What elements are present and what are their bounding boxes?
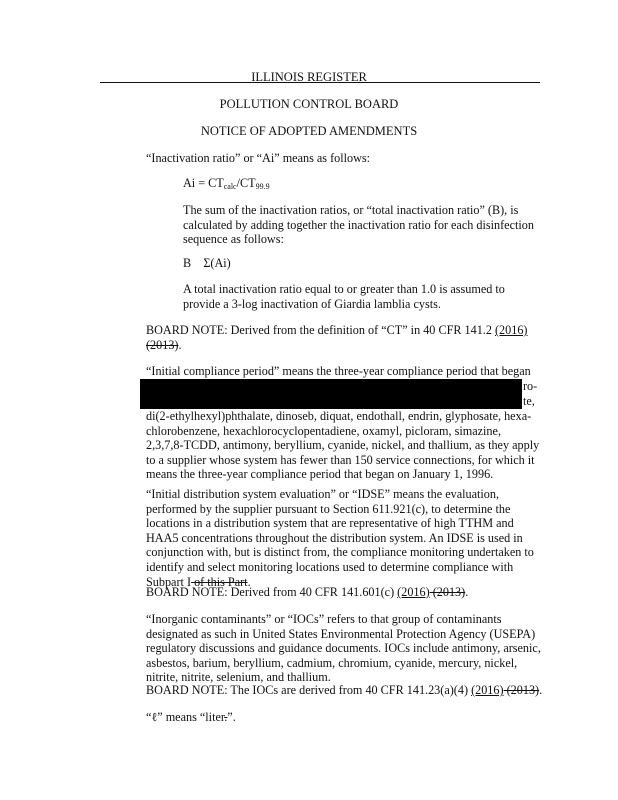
inactivation-ratio-definition: “Inactivation ratio” or “Ai” means as follows: [146,151,371,165]
board-note-2-text: BOARD NOTE: Derived from 40 CFR 141.601(c) [146,585,398,599]
liter-definition [146,710,446,725]
sum-paragraph: The sum of the inactivation ratios, or “total inactivation ratio” (B), is calculated by adding together the inactivation ratio for each disinfection sequence as follows: [183,203,534,247]
formula-sub-999: 99.9 [255,182,270,191]
initial-compliance-line1: “Initial compliance period” means the three-year compliance period that began [146,364,531,378]
liter-deleted: . [224,710,228,724]
board-note-2-insert: (2016) [397,585,430,599]
ioc-paragraph: “Inorganic contaminants” or “IOCs” refers to that group of contaminants designated as such in United States Environmental Protection Agency (USEPA) regulatory discussions and guidance documents. IOCs include antimony, arsenic, asbestos, barium, beryllium, cadmium, chromium, cyanide, mercury, nickel, nitrite, nitrite, selenium, and thallium. [146,612,541,685]
liter-text: “ℓ” means “liter [146,710,225,724]
formula-ai [183,176,383,195]
idse-deleted: of this Part [191,574,248,589]
board-note-3-insert: (2016) [471,683,504,697]
board-note-1-end: . [178,337,182,352]
board-note-2-end: . [465,585,469,599]
formula-ai-text: Ai = CT [183,176,224,190]
redaction-block [140,379,522,409]
initial-compliance-fragment-1: ro- [523,379,538,393]
initial-compliance-fragment-2: te, [523,394,535,408]
header-rule [100,82,540,83]
board-note-1-delete: (2013) [146,337,179,352]
liter-end: ”. [227,710,236,724]
register-title: ILLINOIS REGISTER [251,70,367,84]
idse-text: “Initial distribution system evaluation” or “IDSE” means the evaluation, performed by the supplier pursuant to Section 611.921(c), to determine the locations in a distribution system that are representative of high TTHM and HAA5 concentrations throughout the distribution system. An IDSE is used in conjunction with, but is distinct from, the compliance monitoring undertaken to identify and select monitoring locations used to determine compliance with Subpart I [146,487,534,589]
board-note-3-text: BOARD NOTE: The IOCs are derived from 40 CFR 141.23(a)(4) [146,683,472,697]
board-note-3-delete: (2013) [503,683,540,697]
board-note-3-end: . [539,683,543,697]
board-note-2 [146,585,546,600]
formula-mid: /CT [236,176,256,190]
formula-sub-calc: calc [223,182,237,191]
board-note-1 [146,323,541,352]
idse-end: . [247,574,251,589]
total-ratio-paragraph: A total inactivation ratio equal to or greater than 1.0 is assumed to provide a 3-log inactivation of Giardia lamblia cysts. [183,282,505,311]
board-note-1-insert: (2016) [495,323,528,337]
board-note-1-text: BOARD NOTE: Derived from the definition of “CT” in 40 CFR 141.2 [146,323,495,337]
board-note-2-delete: (2013) [429,585,466,599]
idse-paragraph [146,487,541,589]
notice-title: NOTICE OF ADOPTED AMENDMENTS [200,124,418,138]
board-title: POLLUTION CONTROL BOARD [219,97,399,111]
formula-b: B Σ(Ai) [183,256,231,270]
initial-compliance-rest: di(2-ethylhexyl)phthalate, dinoseb, diquat, endothall, endrin, glyphosate, hexa-chlorobenzene, hexachlorocyclopentadiene, oxamyl, picloram, simazine, 2,3,7,8-TCDD, antimony, beryllium, cyanide, nickel, and thallium, as they apply to a supplier whose system has fewer than 150 service connections, for which it means the three-year compliance period that began on January 1, 1996. [146,409,540,482]
board-note-3 [146,683,556,698]
